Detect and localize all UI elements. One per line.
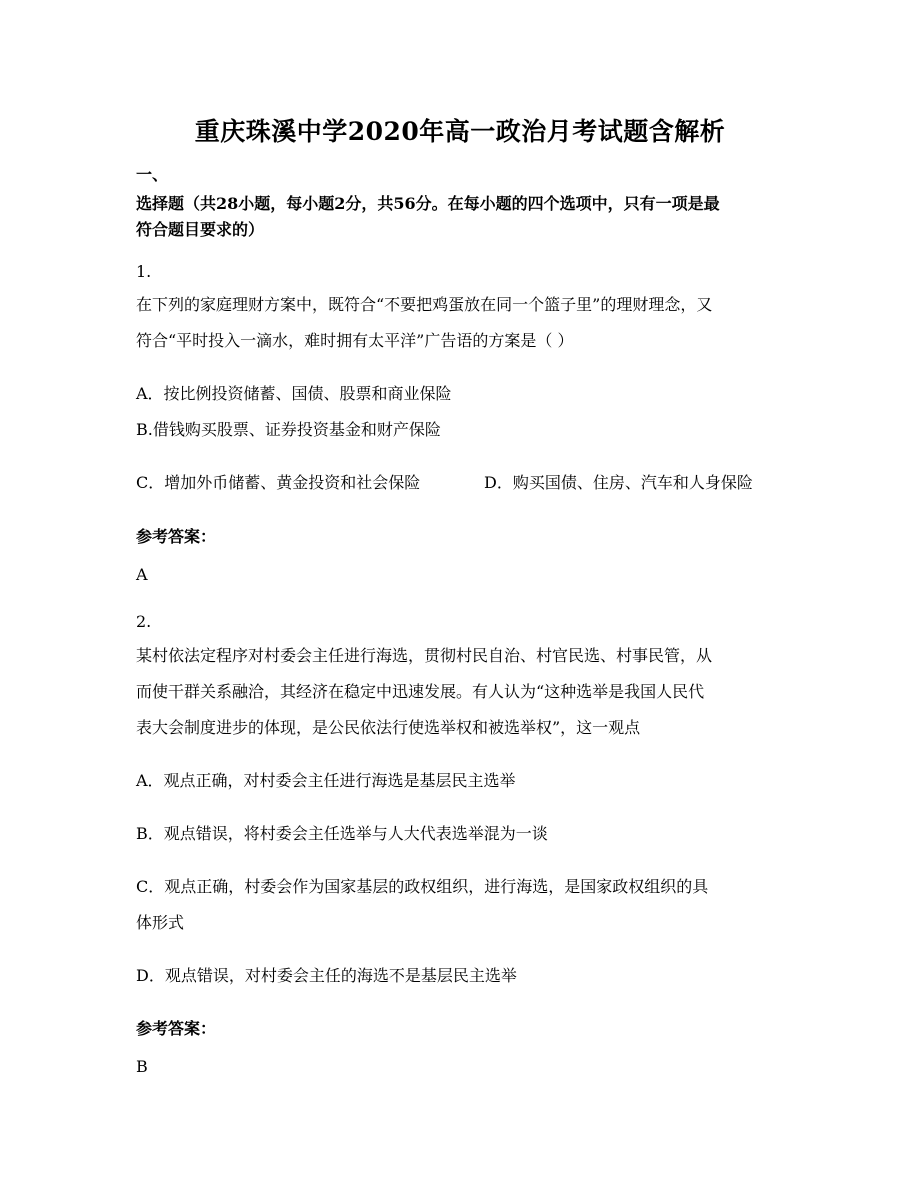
question-2-answer: B [136, 1057, 148, 1076]
question-2-option-d: D．观点错误，对村委会主任的海选不是基层民主选举 [136, 966, 517, 985]
question-2-stem-line-2: 而使干群关系融洽，其经济在稳定中迅速发展。有人认为“这种选举是我国人民代 [136, 682, 705, 701]
question-2-option-b: B．观点错误，将村委会主任选举与人大代表选举混为一谈 [136, 824, 548, 843]
question-2-stem-line-3: 表大会制度进步的体现，是公民依法行使选举权和被选举权”，这一观点 [136, 718, 641, 737]
question-1-option-c: C．增加外币储蓄、黄金投资和社会保险 [136, 473, 421, 492]
section-description-line-2: 符合题目要求的） [136, 220, 265, 239]
question-1-option-b: B.借钱购买股票、证券投资基金和财产保险 [136, 420, 441, 439]
question-2-answer-label: 参考答案： [136, 1019, 217, 1038]
question-1-option-d: D．购买国债、住房、汽车和人身保险 [484, 473, 753, 492]
question-2-stem-line-1: 某村依法定程序对村委会主任进行海选，贯彻村民自治、村官民选、村事民管，从 [136, 646, 713, 665]
question-2-option-c: C．观点正确，村委会作为国家基层的政权组织，进行海选，是国家政权组织的具 [136, 877, 709, 896]
question-1-answer: A [136, 565, 148, 584]
question-1-stem-line-2: 符合“平时投入一滴水，难时拥有太平洋”广告语的方案是（ ） [136, 331, 574, 350]
question-2-option-a: A．观点正确，对村委会主任进行海选是基层民主选举 [136, 771, 516, 790]
question-1-number: 1. [136, 262, 152, 281]
question-1-answer-label: 参考答案： [136, 527, 217, 546]
question-1-option-a: A．按比例投资储蓄、国债、股票和商业保险 [136, 384, 452, 403]
question-1-stem-line-1: 在下列的家庭理财方案中，既符合“不要把鸡蛋放在同一个篮子里”的理财理念，又 [136, 295, 713, 314]
question-2-number: 2. [136, 612, 152, 631]
section-number: 一、 [136, 165, 169, 184]
question-2-option-c-continued: 体形式 [136, 913, 185, 932]
question-1-options-cd-row [136, 470, 786, 493]
section-description-line-1: 选择题（共28小题，每小题2分，共56分。在每小题的四个选项中，只有一项是最 [136, 194, 720, 213]
document-title: 重庆珠溪中学2020年高一政治月考试题含解析 [194, 117, 726, 146]
